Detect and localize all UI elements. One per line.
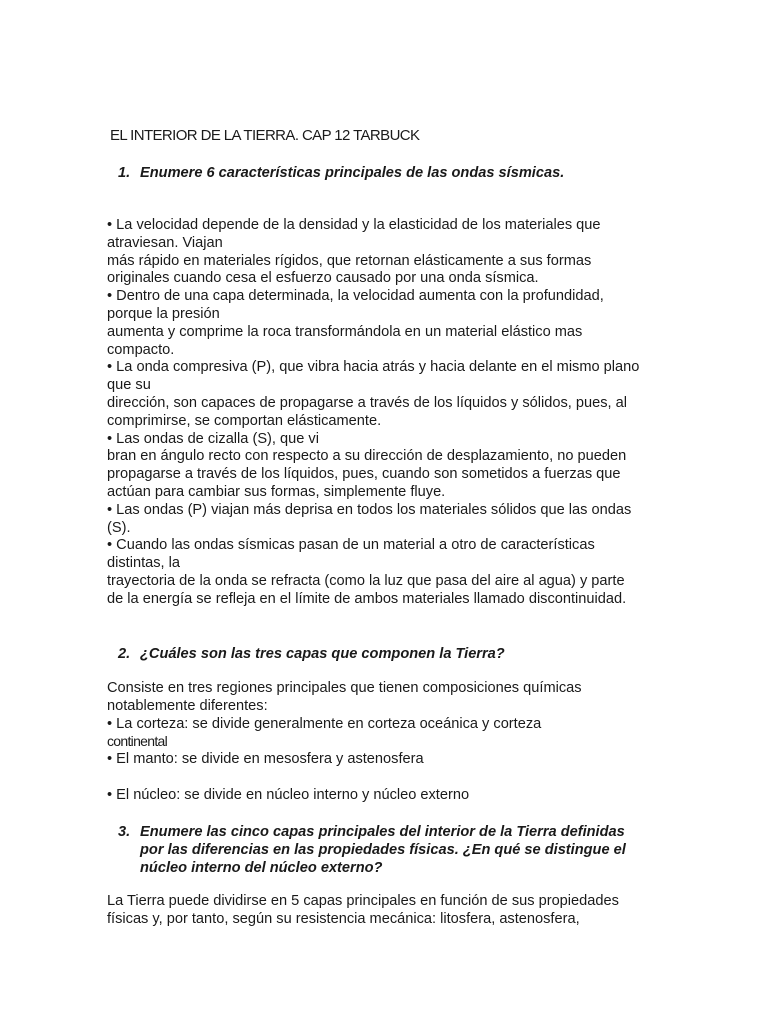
answer-line: que su	[107, 377, 151, 394]
answer-line: atraviesan. Viajan	[107, 234, 223, 251]
question-number: 2.	[118, 646, 131, 662]
answer-line: dirección, son capaces de propagarse a través de los líquidos y sólidos, pues, al	[107, 394, 628, 411]
answer-line: continental	[107, 733, 168, 750]
blank-line	[107, 769, 667, 787]
answer-line: más rápido en materiales rígidos, que retornan elásticamente a sus formas	[107, 252, 592, 269]
question-number: 3.	[118, 824, 131, 840]
answer-line: compacto.	[107, 341, 175, 358]
question-text-line: por las diferencias en las propiedades físicas. ¿En qué se distingue el	[140, 842, 626, 858]
answer-line: • Las ondas de cizalla (S), que vi	[107, 430, 319, 447]
answer-line: • El núcleo: se divide en núcleo interno y núcleo externo	[107, 786, 470, 803]
answer-line: notablemente diferentes:	[107, 697, 268, 714]
question-3	[118, 823, 658, 877]
answer-line: originales cuando cesa el esfuerzo causado por una onda sísmica.	[107, 270, 539, 287]
answer-line: actúan para cambiar sus formas, simplemente fluye.	[107, 483, 446, 500]
answer-line: distintas, la	[107, 555, 181, 572]
answer-line: bran en ángulo recto con respecto a su dirección de desplazamiento, no pueden	[107, 448, 627, 465]
question-number: 1.	[118, 165, 131, 181]
answer-line: (S).	[107, 519, 131, 536]
answer-3	[107, 893, 667, 929]
answer-line: • Dentro de una capa determinada, la velocidad aumenta con la profundidad,	[107, 288, 604, 305]
answer-2	[107, 680, 667, 805]
answer-1	[107, 217, 667, 609]
question-text-line: Enumere las cinco capas principales del interior de la Tierra definidas	[140, 824, 625, 840]
answer-line: La Tierra puede dividirse en 5 capas principales en función de sus propiedades	[107, 893, 619, 909]
document-title: EL INTERIOR DE LA TIERRA. CAP 12 TARBUCK	[110, 127, 420, 144]
answer-line: de la energía se refleja en el límite de ambos materiales llamado discontinuidad.	[107, 590, 627, 607]
answer-line: Consiste en tres regiones principales que tienen composiciones químicas	[107, 680, 582, 696]
answer-line: aumenta y comprime la roca transformándola en un material elástico mas	[107, 323, 583, 340]
answer-line: • La onda compresiva (P), que vibra hacia atrás y hacia delante en el mismo plano	[107, 359, 640, 376]
answer-line: • Cuando las ondas sísmicas pasan de un material a otro de características	[107, 537, 595, 554]
answer-line: comprimirse, se comportan elásticamente.	[107, 412, 382, 429]
question-text: Enumere 6 características principales de las ondas sísmicas.	[140, 165, 565, 181]
question-1	[118, 164, 658, 182]
question-text	[140, 823, 658, 877]
answer-line: trayectoria de la onda se refracta (como la luz que pasa del aire al agua) y parte	[107, 572, 625, 589]
answer-line: físicas y, por tanto, según su resistencia mecánica: litosfera, astenosfera,	[107, 910, 580, 927]
question-2	[118, 645, 658, 663]
question-text: ¿Cuáles son las tres capas que componen la Tierra?	[140, 646, 505, 662]
answer-line: • La corteza: se divide generalmente en corteza oceánica y corteza	[107, 715, 542, 732]
answer-line: • El manto: se divide en mesosfera y astenosfera	[107, 751, 424, 768]
answer-line: porque la presión	[107, 305, 220, 322]
answer-line: • Las ondas (P) viajan más deprisa en todos los materiales sólidos que las ondas	[107, 501, 632, 518]
answer-line: • La velocidad depende de la densidad y la elasticidad de los materiales que	[107, 217, 601, 233]
answer-line: propagarse a través de los líquidos, pues, cuando son sometidos a fuerzas que	[107, 466, 621, 483]
question-text-line: núcleo interno del núcleo externo?	[140, 860, 383, 876]
